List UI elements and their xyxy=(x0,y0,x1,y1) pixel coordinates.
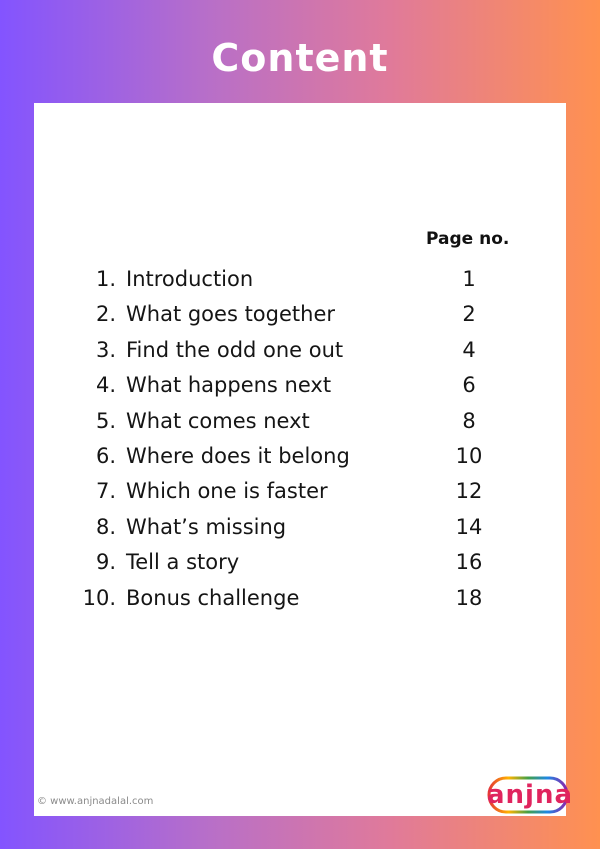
copyright-footer: © www.anjnadalal.com xyxy=(37,796,154,807)
page-title: Content xyxy=(211,36,389,80)
toc-label: What’s missing xyxy=(126,514,287,539)
toc-page: 8 xyxy=(462,408,476,433)
anjna-logo xyxy=(487,775,574,815)
toc-page: 18 xyxy=(455,585,483,610)
toc-row xyxy=(34,474,566,509)
toc-number: 8. xyxy=(95,514,116,539)
toc-page: 10 xyxy=(455,443,483,468)
toc-page: 16 xyxy=(455,550,483,575)
toc-page: 14 xyxy=(455,514,483,539)
table-of-contents xyxy=(34,262,566,616)
toc-label: What comes next xyxy=(126,408,310,433)
toc-number: 4. xyxy=(95,373,116,398)
toc-row xyxy=(34,439,566,474)
toc-row xyxy=(34,297,566,332)
toc-number: 10. xyxy=(82,585,116,610)
toc-number: 1. xyxy=(95,267,116,291)
toc-number: 7. xyxy=(95,479,116,504)
logo-text: anjna xyxy=(487,780,574,810)
toc-label: Which one is faster xyxy=(126,479,328,504)
toc-label: Where does it belong xyxy=(126,443,350,468)
toc-number: 3. xyxy=(95,337,116,362)
toc-number: 6. xyxy=(95,443,116,468)
toc-row xyxy=(34,404,566,439)
toc-number: 9. xyxy=(95,550,116,575)
toc-row xyxy=(34,581,566,616)
toc-row xyxy=(34,510,566,545)
toc-page: 6 xyxy=(462,373,476,398)
page-number-header: Page no. xyxy=(426,229,510,249)
toc-page: 12 xyxy=(455,479,483,504)
toc-label: Bonus challenge xyxy=(126,585,300,610)
toc-label: Find the odd one out xyxy=(126,337,344,362)
toc-page: 4 xyxy=(462,337,476,362)
toc-label: What goes together xyxy=(126,302,335,327)
toc-page: 1 xyxy=(462,267,476,291)
toc-number: 2. xyxy=(95,302,116,327)
toc-row xyxy=(34,368,566,403)
toc-row xyxy=(34,545,566,580)
toc-number: 5. xyxy=(95,408,116,433)
toc-label: Introduction xyxy=(126,267,254,291)
content-sheet xyxy=(34,103,574,816)
toc-row xyxy=(34,333,566,368)
toc-label: What happens next xyxy=(126,373,332,398)
toc-row xyxy=(34,262,566,297)
toc-label: Tell a story xyxy=(126,550,240,575)
toc-page: 2 xyxy=(462,302,476,327)
